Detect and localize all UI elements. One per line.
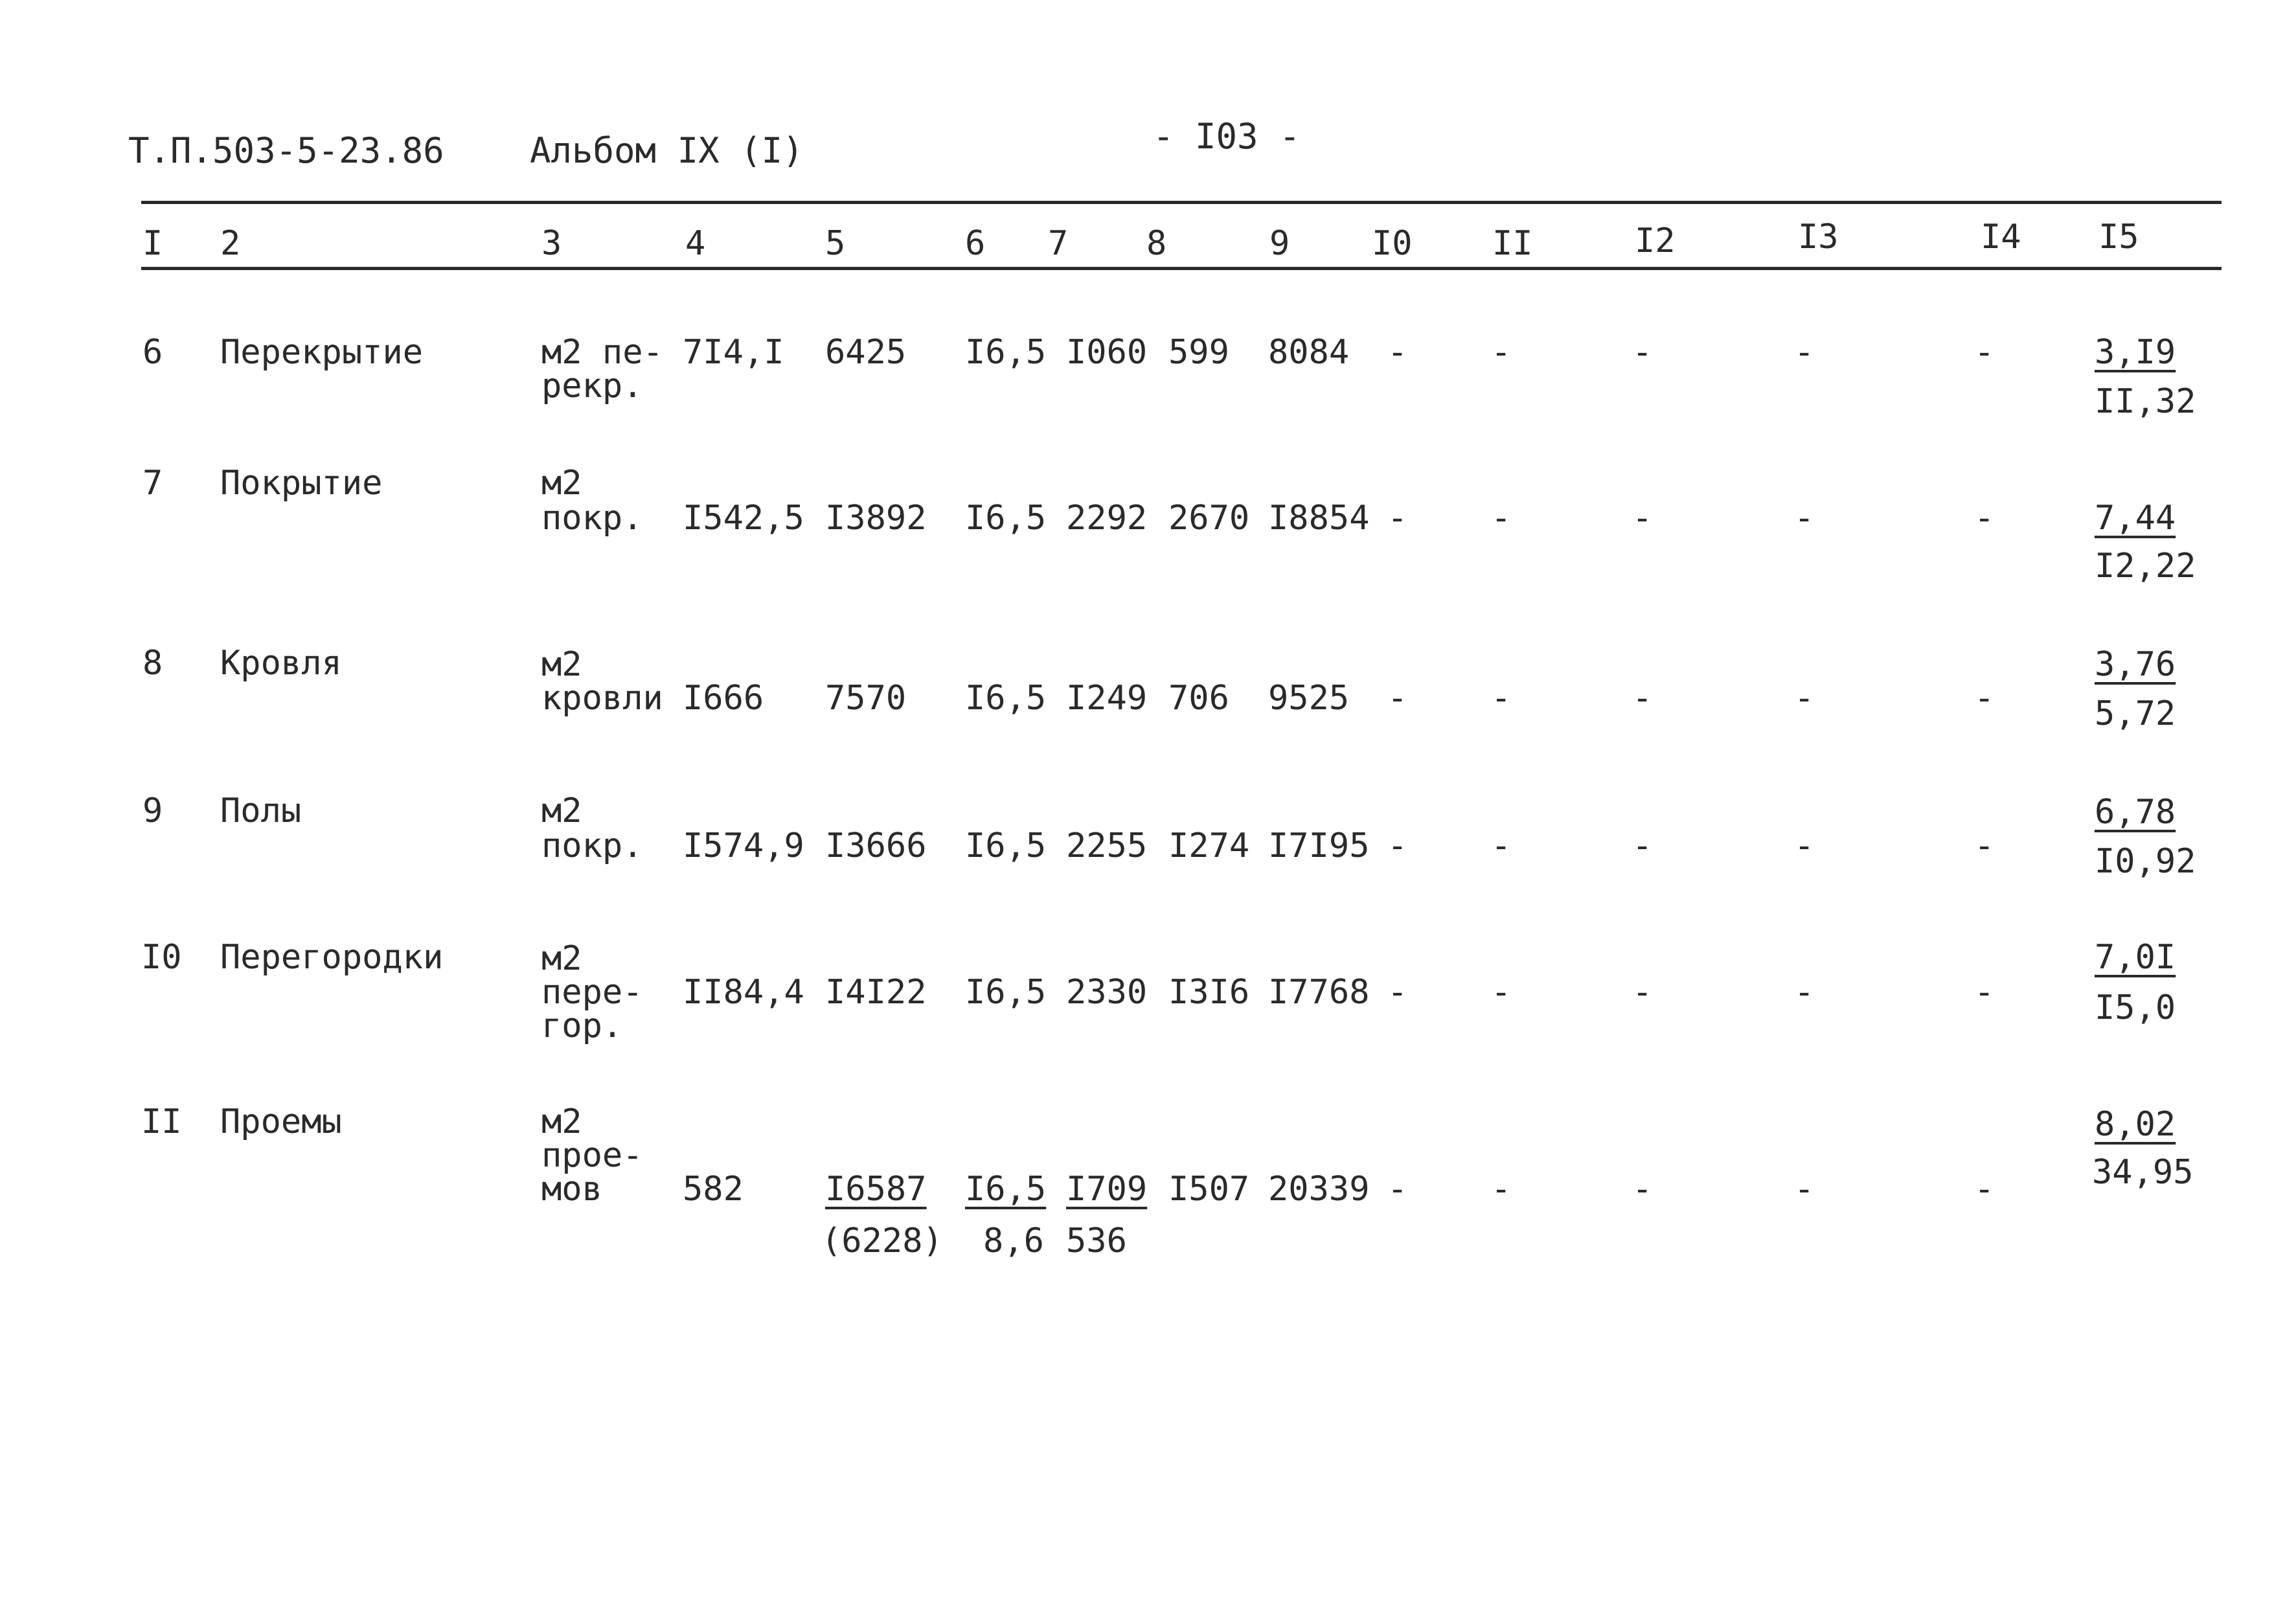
cell-col7-sub: 536 (1066, 1222, 1127, 1260)
cell-col10: - (1387, 333, 1408, 372)
row-number: I0 (141, 938, 182, 977)
cell-col12: - (1632, 1170, 1653, 1209)
unit-line: м2 (541, 464, 582, 503)
document-code: Т.П.503-5-23.86 (128, 130, 444, 171)
cell-col11: - (1491, 1170, 1512, 1209)
column-number: I3 (1798, 218, 1839, 256)
row-number: II (141, 1102, 182, 1141)
column-number: 9 (1269, 224, 1290, 263)
cell-col9: I7I95 (1268, 826, 1370, 865)
cell-col7: 2255 (1066, 826, 1148, 865)
unit-line: м2 (541, 792, 582, 830)
cell-col15-top: 6,78 (2095, 793, 2176, 832)
cell-col10: - (1387, 499, 1408, 538)
column-header-bottom-rule (141, 267, 2222, 270)
cell-col8: I3I6 (1168, 973, 1250, 1012)
cell-col10: - (1387, 826, 1408, 865)
column-number: I5 (2098, 218, 2139, 256)
column-number: 6 (965, 224, 986, 263)
row-number: 8 (142, 644, 163, 683)
unit-line: прое- (541, 1136, 643, 1175)
cell-col10: - (1387, 1170, 1408, 1209)
album-label: Альбом IX (I) (530, 130, 804, 171)
cell-col9: 8084 (1268, 333, 1350, 372)
cell-col8: 2670 (1168, 499, 1250, 538)
cell-col15-top: 3,76 (2095, 645, 2176, 684)
column-number: I4 (1981, 218, 2021, 256)
unit-line: пере- (541, 973, 643, 1012)
cell-col11: - (1491, 973, 1512, 1012)
cell-col6-sub: 8,6 (983, 1222, 1044, 1260)
cell-col12: - (1632, 333, 1653, 372)
page-number: - I03 - (1153, 116, 1301, 157)
unit-line: м2 (541, 645, 582, 684)
cell-col15-bottom: II,32 (2095, 382, 2196, 421)
unit-line: гор. (541, 1007, 623, 1045)
cell-col7: 2330 (1066, 973, 1148, 1012)
cell-col15-bottom: I0,92 (2095, 842, 2196, 881)
cell-col7: 2292 (1066, 499, 1148, 538)
cell-col4: 582 (683, 1170, 744, 1209)
row-name: Покрытие (220, 464, 383, 503)
cell-col13: - (1794, 1170, 1815, 1209)
unit-line: рекр. (541, 367, 643, 405)
cell-col13: - (1794, 973, 1815, 1012)
cell-col14: - (1974, 499, 1995, 538)
column-number: 8 (1146, 224, 1167, 263)
cell-col5: I3892 (825, 499, 927, 538)
cell-col5: I6587 (825, 1170, 927, 1209)
cell-col15-bottom: 34,95 (2092, 1153, 2194, 1192)
cell-col6: I6,5 (965, 333, 1047, 372)
cell-col8: I274 (1168, 826, 1250, 865)
column-number: I0 (1372, 224, 1413, 263)
cell-col6: I6,5 (965, 499, 1047, 538)
cell-col5: 7570 (825, 679, 907, 718)
cell-col7: I060 (1066, 333, 1148, 372)
table-top-rule (141, 201, 2222, 204)
cell-col14: - (1974, 679, 1995, 718)
cell-col15-top: 8,02 (2095, 1105, 2176, 1144)
row-name: Полы (220, 792, 302, 830)
unit-line: покр. (541, 826, 643, 865)
cell-col5: I4I22 (825, 973, 927, 1012)
row-name: Кровля (220, 644, 342, 683)
cell-col6: I6,5 (965, 826, 1047, 865)
unit-line: м2 (541, 1102, 582, 1141)
row-number: 7 (142, 464, 163, 503)
cell-col15-top: 3,I9 (2095, 333, 2176, 372)
unit-line: мов (541, 1170, 602, 1209)
cell-col15-top: 7,44 (2095, 499, 2176, 538)
cell-col9: 9525 (1268, 679, 1350, 718)
column-number: 5 (825, 224, 846, 263)
cell-col11: - (1491, 333, 1512, 372)
cell-col14: - (1974, 1170, 1995, 1209)
cell-col13: - (1794, 499, 1815, 538)
cell-col11: - (1491, 826, 1512, 865)
column-number: 2 (220, 224, 241, 263)
cell-col7: I249 (1066, 679, 1148, 718)
column-number: I (142, 224, 163, 263)
cell-col14: - (1974, 333, 1995, 372)
row-name: Перекрытие (220, 333, 424, 372)
cell-col4: I666 (683, 679, 764, 718)
cell-col6: I6,5 (965, 1170, 1047, 1209)
cell-col8: 706 (1168, 679, 1229, 718)
cell-col12: - (1632, 499, 1653, 538)
cell-col14: - (1974, 826, 1995, 865)
cell-col7: I709 (1066, 1170, 1148, 1209)
cell-col8: I507 (1168, 1170, 1250, 1209)
unit-line: м2 пе- (541, 333, 663, 372)
cell-col13: - (1794, 679, 1815, 718)
unit-line: покр. (541, 499, 643, 538)
column-number: II (1492, 224, 1533, 263)
cell-col15-bottom: I2,22 (2095, 547, 2196, 586)
cell-col12: - (1632, 973, 1653, 1012)
cell-col4: I574,9 (683, 826, 804, 865)
column-number: 3 (541, 224, 562, 263)
cell-col8: 599 (1168, 333, 1229, 372)
column-number: 4 (685, 224, 706, 263)
cell-col9: I7768 (1268, 973, 1370, 1012)
cell-col12: - (1632, 679, 1653, 718)
cell-col15-bottom: I5,0 (2095, 988, 2176, 1027)
cell-col11: - (1491, 679, 1512, 718)
cell-col9: 20339 (1268, 1170, 1370, 1209)
cell-col9: I8854 (1268, 499, 1370, 538)
cell-col12: - (1632, 826, 1653, 865)
column-number: 7 (1048, 224, 1069, 263)
row-number: 6 (142, 333, 163, 372)
cell-col13: - (1794, 826, 1815, 865)
cell-col14: - (1974, 973, 1995, 1012)
cell-col4: I542,5 (683, 499, 804, 538)
cell-col15-top: 7,0I (2095, 938, 2176, 977)
cell-col5: 6425 (825, 333, 907, 372)
cell-col11: - (1491, 499, 1512, 538)
cell-col4: II84,4 (683, 973, 804, 1012)
cell-col6: I6,5 (965, 973, 1047, 1012)
cell-col6: I6,5 (965, 679, 1047, 718)
cell-col5: I3666 (825, 826, 927, 865)
row-name: Проемы (220, 1102, 342, 1141)
cell-col5-sub: (6228) (821, 1222, 943, 1260)
cell-col10: - (1387, 973, 1408, 1012)
row-name: Перегородки (220, 938, 444, 977)
row-number: 9 (142, 792, 163, 830)
cell-col4: 7I4,I (683, 333, 784, 372)
unit-line: м2 (541, 939, 582, 978)
cell-col10: - (1387, 679, 1408, 718)
cell-col13: - (1794, 333, 1815, 372)
column-number: I2 (1635, 222, 1676, 260)
cell-col15-bottom: 5,72 (2095, 694, 2176, 733)
unit-line: кровли (541, 679, 663, 718)
